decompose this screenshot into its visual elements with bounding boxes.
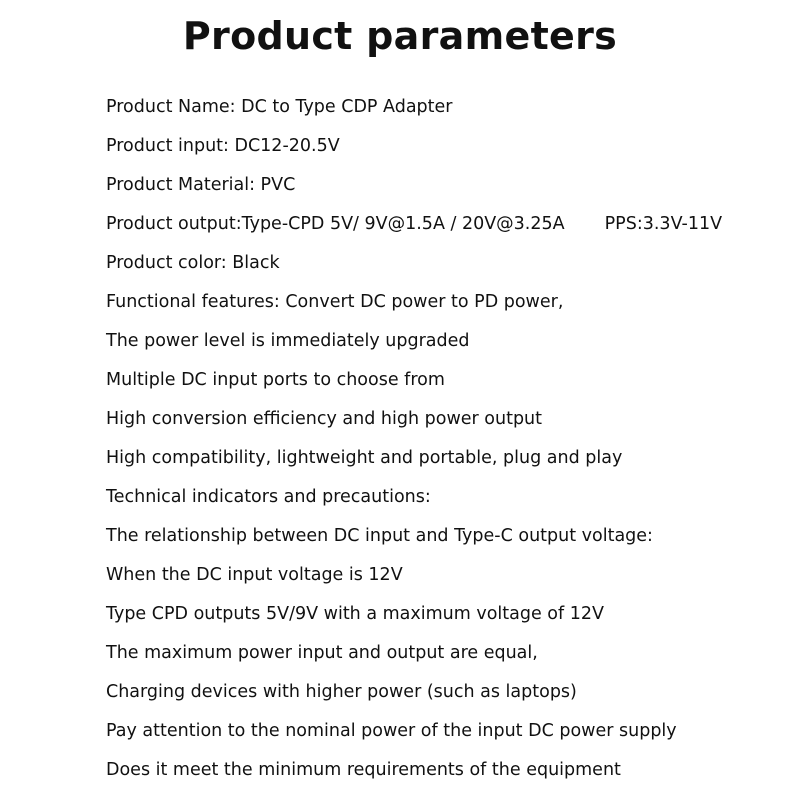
page-title: Product parameters	[182, 14, 618, 58]
param-line-high-efficiency: High conversion efficiency and high power output	[106, 409, 543, 429]
param-line-product-material: Product Material: PVC	[106, 175, 296, 195]
param-line-max-power-equal: The maximum power input and output are equal,	[106, 643, 538, 663]
param-line-dc-input-12v: When the DC input voltage is 12V	[106, 565, 403, 585]
param-line-functional-features: Functional features: Convert DC power to PD power,	[106, 292, 564, 312]
param-line-technical-indicators: Technical indicators and precautions:	[106, 487, 431, 507]
param-line-cpd-outputs: Type CPD outputs 5V/9V with a maximum voltage of 12V	[106, 604, 604, 624]
pps-range-text: PPS:3.3V-11V	[604, 214, 723, 234]
param-line-product-input: Product input: DC12-20.5V	[106, 136, 340, 156]
product-output-text: Product output:Type-CPD 5V/ 9V@1.5A / 20V@3.25A	[106, 214, 565, 234]
param-line-product-color: Product color: Black	[106, 253, 280, 273]
param-line-minimum-requirements: Does it meet the minimum requirements of the equipment	[106, 760, 621, 780]
param-line-product-name: Product Name: DC to Type CDP Adapter	[106, 97, 453, 117]
param-line-charging-devices: Charging devices with higher power (such as laptops)	[106, 682, 577, 702]
param-line-nominal-power: Pay attention to the nominal power of the input DC power supply	[106, 721, 677, 741]
param-line-power-upgraded: The power level is immediately upgraded	[106, 331, 470, 351]
param-line-multiple-ports: Multiple DC input ports to choose from	[106, 370, 445, 390]
param-line-high-compatibility: High compatibility, lightweight and portable, plug and play	[106, 448, 623, 468]
param-line-relationship: The relationship between DC input and Type-C output voltage:	[106, 526, 653, 546]
param-line-product-output	[106, 211, 786, 250]
parameter-list	[106, 94, 786, 796]
